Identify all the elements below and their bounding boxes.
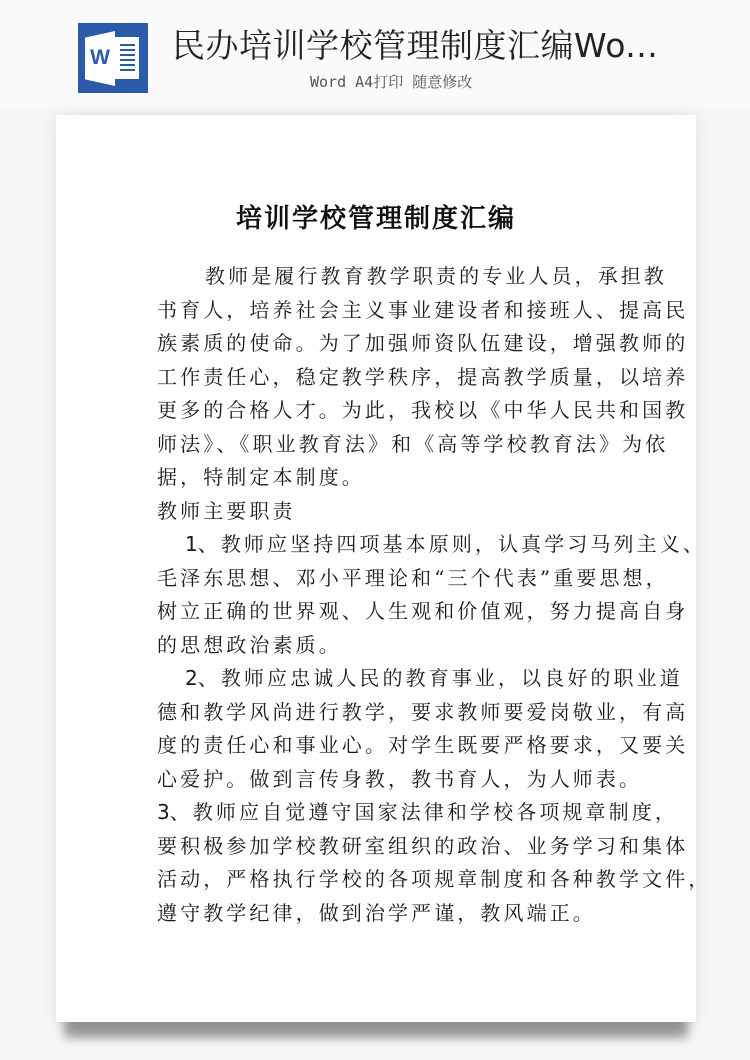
list-item-text: 、教师应自觉遵守国家法律和学校各项规章制度， — [169, 800, 678, 824]
intro-line: 师法》、《职业教育法》和《高等学校教育法》为依 — [157, 431, 669, 456]
list-item-2-first-line — [157, 662, 683, 696]
list-item-text: 、教师应忠诚人民的教育事业，以良好的职业道 — [197, 666, 683, 690]
section-heading: 教师主要职责 — [157, 498, 296, 523]
intro-line: 工作责任心，稳定教学秩序，提高教学质量，以培养 — [157, 364, 689, 389]
list-item-3-first-line — [157, 796, 678, 830]
intro-line: 教师是履行教育教学职责的专业人员，承担教 — [205, 264, 667, 288]
document-body — [157, 260, 712, 930]
list-item-line: 心爱护。做到言传身教，教书育人，为人师表。 — [157, 766, 643, 791]
intro-line: 族素质的使命。为了加强师资队伍建设，增强教师的 — [157, 331, 689, 355]
list-item-line: 毛泽东思想、邓小平理论和“三个代表”重要思想， — [157, 565, 669, 590]
list-item-number: 2 — [185, 666, 198, 690]
list-item-line: 遵守教学纪律，做到治学严谨，教风端正。 — [157, 900, 596, 925]
document-page — [56, 115, 712, 1022]
list-item-line: 树立正确的世界观、人生观和价值观，努力提高自身 — [157, 599, 689, 623]
intro-line: 书育人，培养社会主义事业建设者和接班人、提高民 — [157, 297, 689, 322]
file-title: 民办培训学校管理制度汇编Wo... — [172, 26, 659, 65]
list-item-line: 德和教学风尚进行教学，要求教师要爱岗敬业，有高 — [157, 699, 689, 724]
word-letter: W — [90, 46, 110, 69]
list-item-line: 活动，严格执行学校的各项规章制度和各种教学文件， — [157, 867, 712, 891]
list-item-number: 3 — [157, 800, 170, 824]
intro-line: 更多的合格人才。为此，我校以《中华人民共和国教 — [157, 398, 689, 422]
document-title: 培训学校管理制度汇编 — [235, 204, 516, 234]
intro-line: 据，特制定本制度。 — [157, 465, 365, 489]
list-item-number: 1 — [185, 532, 198, 556]
list-item-line: 度的责任心和事业心。对学生既要严格要求，又要关 — [157, 733, 689, 757]
word-icon — [78, 23, 148, 93]
list-item-1-first-line — [157, 528, 706, 562]
header-banner — [0, 0, 750, 110]
file-subtitle: Word A4打印 随意修改 — [310, 73, 473, 91]
list-item-line: 的思想政治素质。 — [157, 632, 342, 657]
list-item-line: 要积极参加学校教研室组织的政治、业务学习和集体 — [157, 833, 689, 858]
list-item-text: 、教师应坚持四项基本原则，认真学习马列主义、 — [197, 532, 706, 556]
